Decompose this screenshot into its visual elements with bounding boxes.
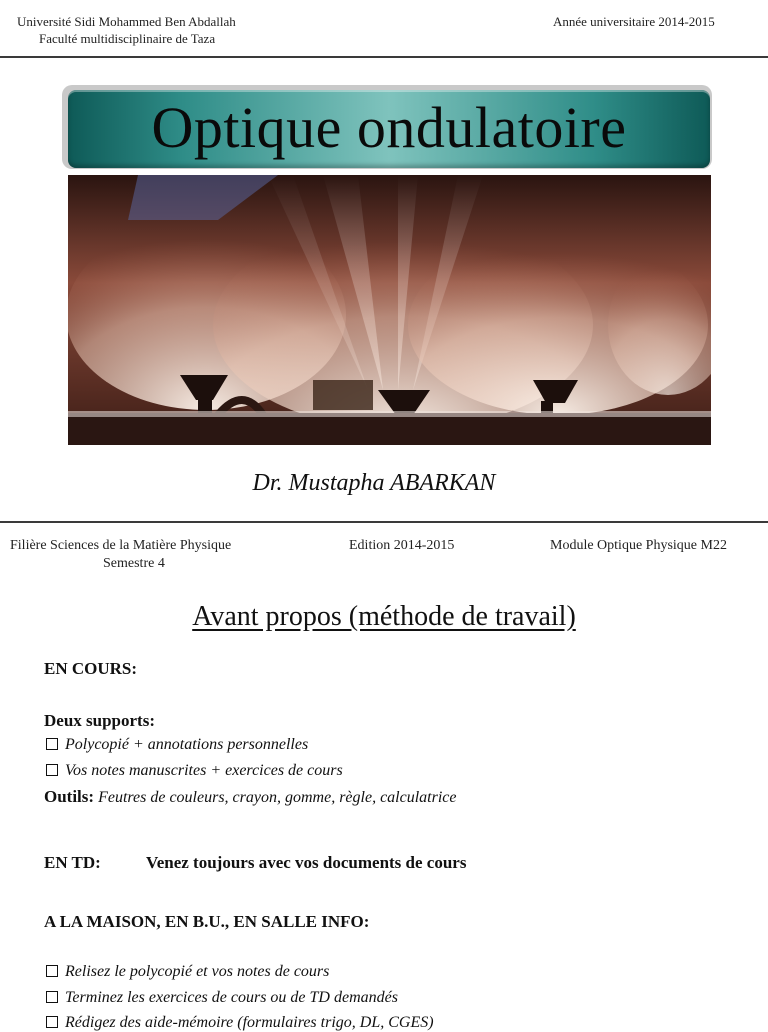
maison-item: Relisez le polycopié et vos notes de cours: [46, 963, 329, 981]
outils-text: Feutres de couleurs, crayon, gomme, règle, calculatrice: [98, 789, 457, 806]
checkbox-icon: [46, 1016, 58, 1028]
author-name: Dr. Mustapha ABARKAN: [252, 470, 496, 496]
maison-item: Rédigez des aide-mémoire (formulaires trigo, DL, CGES): [46, 1014, 434, 1032]
en-td-text: Venez toujours avec vos documents de cours: [146, 853, 467, 872]
university-name: Université Sidi Mohammed Ben Abdallah: [17, 14, 236, 29]
checkbox-icon: [46, 991, 58, 1003]
support-item: Polycopié + annotations personnelles: [46, 736, 308, 754]
edition: Edition 2014-2015: [349, 538, 455, 553]
en-cours-heading: EN COURS:: [44, 659, 138, 678]
faculty-name: Faculté multidisciplinaire de Taza: [39, 31, 216, 46]
outils-line: [44, 787, 456, 807]
semester: Semestre 4: [103, 556, 165, 571]
en-td-label: EN TD:: [44, 853, 101, 872]
program-name: Filière Sciences de la Matière Physique: [10, 538, 232, 553]
maison-item: Terminez les exercices de cours ou de TD demandés: [46, 989, 398, 1007]
checkbox-icon: [46, 764, 58, 776]
title-banner: [68, 90, 710, 168]
cover-photo: [68, 175, 711, 445]
fountain-illustration: [68, 175, 711, 445]
checkbox-icon: [46, 965, 58, 977]
deux-supports-heading: Deux supports:: [44, 711, 155, 730]
outils-label: Outils:: [44, 787, 95, 806]
foreword-title: Avant propos (méthode de travail): [192, 601, 576, 632]
module-name: Module Optique Physique M22: [550, 538, 727, 553]
checkbox-icon: [46, 738, 58, 750]
info-divider: [0, 521, 768, 523]
support-item: Vos notes manuscrites + exercices de cours: [46, 762, 343, 780]
header-divider: [0, 56, 768, 58]
document-title: Optique ondulatoire: [151, 94, 627, 160]
academic-year: Année universitaire 2014-2015: [553, 14, 715, 29]
maison-heading: A LA MAISON, EN B.U., EN SALLE INFO:: [44, 912, 370, 931]
